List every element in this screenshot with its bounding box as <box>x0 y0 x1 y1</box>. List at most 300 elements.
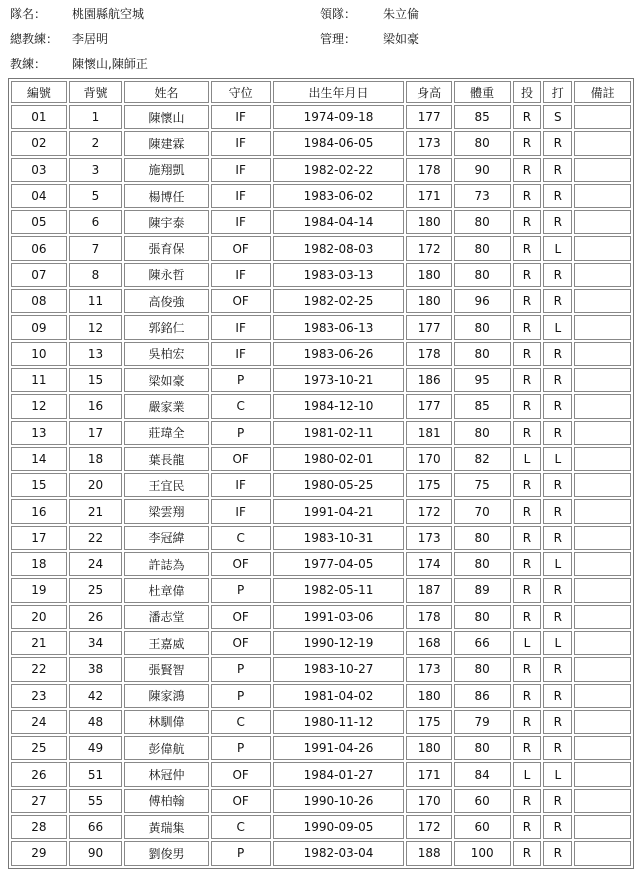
cell-height: 168 <box>406 631 451 655</box>
cell-weight: 82 <box>454 447 511 471</box>
manager-label: 管理： <box>320 32 357 46</box>
cell-height: 180 <box>406 263 451 287</box>
table-row <box>11 447 631 471</box>
cell-position: C <box>211 815 271 839</box>
cell-height: 178 <box>406 342 451 366</box>
cell-throws: R <box>513 684 542 708</box>
cell-height: 170 <box>406 447 451 471</box>
cell-weight: 86 <box>454 684 511 708</box>
cell-jersey: 25 <box>69 578 123 602</box>
cell-jersey: 34 <box>69 631 123 655</box>
cell-jersey: 38 <box>69 657 123 681</box>
cell-position: IF <box>211 342 271 366</box>
header-jersey: 背號 <box>69 81 123 103</box>
cell-throws: R <box>513 184 542 208</box>
cell-remarks <box>574 605 631 629</box>
cell-birthdate: 1977-04-05 <box>273 552 405 576</box>
cell-bats: R <box>543 263 572 287</box>
cell-remarks <box>574 736 631 760</box>
cell-bats: R <box>543 473 572 497</box>
cell-name: 林冠仲 <box>124 762 209 786</box>
cell-throws: R <box>513 499 542 523</box>
cell-birthdate: 1984-06-05 <box>273 131 405 155</box>
table-row <box>11 526 631 550</box>
cell-weight: 60 <box>454 789 511 813</box>
cell-remarks <box>574 394 631 418</box>
cell-position: C <box>211 526 271 550</box>
cell-bats: R <box>543 499 572 523</box>
cell-position: P <box>211 368 271 392</box>
coach-label: 教練： <box>10 57 47 71</box>
cell-position: P <box>211 841 271 865</box>
cell-position: IF <box>211 315 271 339</box>
info-row-3 <box>0 55 640 75</box>
cell-weight: 80 <box>454 605 511 629</box>
cell-throws: R <box>513 789 542 813</box>
cell-remarks <box>574 841 631 865</box>
cell-jersey: 5 <box>69 184 123 208</box>
table-row <box>11 421 631 445</box>
cell-birthdate: 1983-10-27 <box>273 657 405 681</box>
cell-jersey: 6 <box>69 210 123 234</box>
cell-throws: R <box>513 236 542 260</box>
cell-weight: 90 <box>454 158 511 182</box>
cell-name: 黃瑞集 <box>124 815 209 839</box>
cell-weight: 80 <box>454 736 511 760</box>
cell-throws: R <box>513 841 542 865</box>
team-label: 隊名： <box>10 7 47 21</box>
cell-bats: L <box>543 315 572 339</box>
table-row <box>11 841 631 865</box>
cell-number: 03 <box>11 158 67 182</box>
table-row <box>11 631 631 655</box>
cell-number: 08 <box>11 289 67 313</box>
cell-weight: 80 <box>454 236 511 260</box>
cell-birthdate: 1973-10-21 <box>273 368 405 392</box>
cell-position: P <box>211 736 271 760</box>
header-birthdate: 出生年月日 <box>273 81 405 103</box>
cell-remarks <box>574 552 631 576</box>
cell-position: OF <box>211 605 271 629</box>
header-weight: 體重 <box>454 81 511 103</box>
cell-bats: L <box>543 631 572 655</box>
cell-bats: R <box>543 657 572 681</box>
cell-remarks <box>574 789 631 813</box>
cell-throws: R <box>513 105 542 129</box>
cell-weight: 84 <box>454 762 511 786</box>
table-row <box>11 684 631 708</box>
cell-name: 施翔凱 <box>124 158 209 182</box>
cell-height: 177 <box>406 315 451 339</box>
cell-jersey: 12 <box>69 315 123 339</box>
cell-position: IF <box>211 184 271 208</box>
cell-number: 24 <box>11 710 67 734</box>
cell-remarks <box>574 447 631 471</box>
cell-jersey: 17 <box>69 421 123 445</box>
cell-position: IF <box>211 473 271 497</box>
cell-position: IF <box>211 131 271 155</box>
cell-position: OF <box>211 762 271 786</box>
cell-name: 嚴家業 <box>124 394 209 418</box>
table-body <box>11 105 631 866</box>
cell-jersey: 16 <box>69 394 123 418</box>
cell-remarks <box>574 315 631 339</box>
cell-number: 09 <box>11 315 67 339</box>
cell-birthdate: 1983-06-02 <box>273 184 405 208</box>
cell-remarks <box>574 368 631 392</box>
cell-number: 14 <box>11 447 67 471</box>
team-info <box>0 0 640 78</box>
table-row <box>11 789 631 813</box>
cell-remarks <box>574 131 631 155</box>
coach-names: 陳懷山,陳師正 <box>72 57 148 71</box>
cell-position: OF <box>211 552 271 576</box>
cell-position: OF <box>211 236 271 260</box>
cell-throws: L <box>513 631 542 655</box>
cell-remarks <box>574 657 631 681</box>
cell-weight: 100 <box>454 841 511 865</box>
cell-birthdate: 1982-02-25 <box>273 289 405 313</box>
cell-number: 21 <box>11 631 67 655</box>
cell-height: 173 <box>406 131 451 155</box>
cell-jersey: 66 <box>69 815 123 839</box>
cell-bats: R <box>543 394 572 418</box>
cell-throws: R <box>513 342 542 366</box>
cell-birthdate: 1991-04-21 <box>273 499 405 523</box>
cell-remarks <box>574 236 631 260</box>
cell-remarks <box>574 210 631 234</box>
cell-bats: R <box>543 526 572 550</box>
head-coach-label: 總教練： <box>10 32 59 46</box>
cell-height: 181 <box>406 421 451 445</box>
cell-height: 180 <box>406 684 451 708</box>
cell-name: 楊博任 <box>124 184 209 208</box>
cell-bats: S <box>543 105 572 129</box>
cell-height: 172 <box>406 815 451 839</box>
cell-jersey: 49 <box>69 736 123 760</box>
cell-number: 02 <box>11 131 67 155</box>
cell-remarks <box>574 289 631 313</box>
cell-name: 李冠緯 <box>124 526 209 550</box>
cell-birthdate: 1983-03-13 <box>273 263 405 287</box>
cell-birthdate: 1982-02-22 <box>273 158 405 182</box>
cell-position: OF <box>211 289 271 313</box>
cell-birthdate: 1984-01-27 <box>273 762 405 786</box>
cell-number: 17 <box>11 526 67 550</box>
cell-height: 178 <box>406 605 451 629</box>
cell-bats: L <box>543 447 572 471</box>
cell-height: 180 <box>406 289 451 313</box>
cell-position: OF <box>211 789 271 813</box>
cell-remarks <box>574 762 631 786</box>
cell-weight: 80 <box>454 657 511 681</box>
cell-jersey: 26 <box>69 605 123 629</box>
leader-label: 領隊： <box>320 7 357 21</box>
cell-height: 177 <box>406 105 451 129</box>
cell-height: 171 <box>406 762 451 786</box>
header-height: 身高 <box>406 81 451 103</box>
cell-number: 11 <box>11 368 67 392</box>
cell-throws: R <box>513 421 542 445</box>
table-row <box>11 762 631 786</box>
leader-name: 朱立倫 <box>383 7 420 21</box>
table-header-row <box>11 81 631 103</box>
cell-number: 19 <box>11 578 67 602</box>
cell-name: 王嘉威 <box>124 631 209 655</box>
cell-name: 林馴偉 <box>124 710 209 734</box>
cell-weight: 66 <box>454 631 511 655</box>
cell-birthdate: 1983-10-31 <box>273 526 405 550</box>
cell-jersey: 48 <box>69 710 123 734</box>
cell-weight: 85 <box>454 394 511 418</box>
cell-remarks <box>574 815 631 839</box>
cell-number: 26 <box>11 762 67 786</box>
cell-birthdate: 1991-03-06 <box>273 605 405 629</box>
cell-height: 174 <box>406 552 451 576</box>
cell-jersey: 90 <box>69 841 123 865</box>
cell-height: 180 <box>406 210 451 234</box>
table-row <box>11 368 631 392</box>
cell-throws: R <box>513 526 542 550</box>
cell-position: IF <box>211 263 271 287</box>
cell-bats: R <box>543 184 572 208</box>
cell-birthdate: 1982-08-03 <box>273 236 405 260</box>
cell-throws: R <box>513 289 542 313</box>
cell-throws: R <box>513 736 542 760</box>
table-row <box>11 236 631 260</box>
cell-number: 10 <box>11 342 67 366</box>
cell-name: 莊瑋全 <box>124 421 209 445</box>
cell-position: C <box>211 394 271 418</box>
cell-name: 吳柏宏 <box>124 342 209 366</box>
cell-name: 陳懷山 <box>124 105 209 129</box>
table-row <box>11 210 631 234</box>
cell-jersey: 42 <box>69 684 123 708</box>
cell-number: 25 <box>11 736 67 760</box>
table-row <box>11 499 631 523</box>
table-row <box>11 552 631 576</box>
cell-name: 張育保 <box>124 236 209 260</box>
table-row <box>11 289 631 313</box>
head-coach-name: 李居明 <box>72 32 109 46</box>
cell-number: 29 <box>11 841 67 865</box>
cell-throws: R <box>513 552 542 576</box>
cell-jersey: 1 <box>69 105 123 129</box>
table-row <box>11 815 631 839</box>
cell-jersey: 2 <box>69 131 123 155</box>
cell-weight: 80 <box>454 421 511 445</box>
cell-jersey: 11 <box>69 289 123 313</box>
cell-height: 172 <box>406 236 451 260</box>
cell-birthdate: 1984-04-14 <box>273 210 405 234</box>
cell-weight: 85 <box>454 105 511 129</box>
cell-name: 陳永哲 <box>124 263 209 287</box>
cell-height: 170 <box>406 789 451 813</box>
header-position: 守位 <box>211 81 271 103</box>
cell-weight: 95 <box>454 368 511 392</box>
cell-height: 180 <box>406 736 451 760</box>
cell-number: 28 <box>11 815 67 839</box>
cell-birthdate: 1981-02-11 <box>273 421 405 445</box>
table-row <box>11 578 631 602</box>
cell-number: 23 <box>11 684 67 708</box>
cell-bats: L <box>543 236 572 260</box>
cell-name: 劉俊男 <box>124 841 209 865</box>
cell-bats: R <box>543 289 572 313</box>
cell-name: 陳家鴻 <box>124 684 209 708</box>
cell-number: 18 <box>11 552 67 576</box>
header-remarks: 備註 <box>574 81 631 103</box>
table-row <box>11 736 631 760</box>
cell-birthdate: 1974-09-18 <box>273 105 405 129</box>
cell-weight: 60 <box>454 815 511 839</box>
cell-name: 梁如豪 <box>124 368 209 392</box>
cell-position: IF <box>211 158 271 182</box>
info-row-1 <box>0 5 640 25</box>
cell-weight: 79 <box>454 710 511 734</box>
cell-bats: R <box>543 158 572 182</box>
cell-height: 175 <box>406 710 451 734</box>
cell-bats: R <box>543 342 572 366</box>
table-row <box>11 184 631 208</box>
cell-throws: R <box>513 578 542 602</box>
cell-position: P <box>211 421 271 445</box>
table-row <box>11 710 631 734</box>
cell-birthdate: 1984-12-10 <box>273 394 405 418</box>
cell-bats: R <box>543 605 572 629</box>
cell-birthdate: 1990-09-05 <box>273 815 405 839</box>
cell-weight: 73 <box>454 184 511 208</box>
cell-remarks <box>574 631 631 655</box>
cell-throws: R <box>513 710 542 734</box>
cell-birthdate: 1982-03-04 <box>273 841 405 865</box>
cell-name: 王宜民 <box>124 473 209 497</box>
cell-bats: R <box>543 368 572 392</box>
cell-number: 15 <box>11 473 67 497</box>
cell-throws: R <box>513 605 542 629</box>
cell-number: 06 <box>11 236 67 260</box>
cell-bats: R <box>543 841 572 865</box>
cell-remarks <box>574 499 631 523</box>
cell-remarks <box>574 184 631 208</box>
cell-number: 12 <box>11 394 67 418</box>
cell-throws: L <box>513 762 542 786</box>
header-number: 編號 <box>11 81 67 103</box>
cell-position: IF <box>211 210 271 234</box>
cell-number: 13 <box>11 421 67 445</box>
cell-weight: 80 <box>454 526 511 550</box>
cell-position: IF <box>211 105 271 129</box>
cell-birthdate: 1982-05-11 <box>273 578 405 602</box>
table-row <box>11 605 631 629</box>
cell-position: IF <box>211 499 271 523</box>
roster-table-container <box>8 78 634 869</box>
cell-height: 186 <box>406 368 451 392</box>
cell-bats: R <box>543 578 572 602</box>
cell-throws: R <box>513 263 542 287</box>
cell-remarks <box>574 526 631 550</box>
roster-table <box>8 78 634 869</box>
table-row <box>11 105 631 129</box>
manager-name: 梁如豪 <box>383 32 420 46</box>
cell-height: 175 <box>406 473 451 497</box>
cell-number: 20 <box>11 605 67 629</box>
cell-throws: R <box>513 473 542 497</box>
cell-remarks <box>574 263 631 287</box>
cell-name: 潘志堂 <box>124 605 209 629</box>
cell-bats: R <box>543 421 572 445</box>
cell-number: 16 <box>11 499 67 523</box>
cell-birthdate: 1980-05-25 <box>273 473 405 497</box>
cell-birthdate: 1981-04-02 <box>273 684 405 708</box>
cell-weight: 96 <box>454 289 511 313</box>
header-throws: 投 <box>513 81 542 103</box>
cell-name: 郭銘仁 <box>124 315 209 339</box>
cell-jersey: 8 <box>69 263 123 287</box>
cell-birthdate: 1980-02-01 <box>273 447 405 471</box>
table-row <box>11 342 631 366</box>
cell-throws: R <box>513 210 542 234</box>
cell-throws: R <box>513 368 542 392</box>
cell-name: 杜章偉 <box>124 578 209 602</box>
cell-remarks <box>574 710 631 734</box>
cell-weight: 80 <box>454 131 511 155</box>
cell-weight: 75 <box>454 473 511 497</box>
cell-remarks <box>574 342 631 366</box>
cell-position: P <box>211 657 271 681</box>
cell-name: 傅柏翰 <box>124 789 209 813</box>
cell-jersey: 51 <box>69 762 123 786</box>
cell-bats: R <box>543 131 572 155</box>
cell-weight: 70 <box>454 499 511 523</box>
cell-position: C <box>211 710 271 734</box>
cell-birthdate: 1991-04-26 <box>273 736 405 760</box>
info-row-2 <box>0 30 640 50</box>
cell-number: 04 <box>11 184 67 208</box>
cell-height: 187 <box>406 578 451 602</box>
cell-bats: R <box>543 736 572 760</box>
cell-birthdate: 1990-12-19 <box>273 631 405 655</box>
cell-throws: L <box>513 447 542 471</box>
cell-name: 葉長龍 <box>124 447 209 471</box>
cell-birthdate: 1983-06-26 <box>273 342 405 366</box>
cell-weight: 80 <box>454 342 511 366</box>
cell-height: 173 <box>406 526 451 550</box>
cell-throws: R <box>513 158 542 182</box>
cell-bats: R <box>543 684 572 708</box>
cell-jersey: 15 <box>69 368 123 392</box>
cell-weight: 89 <box>454 578 511 602</box>
cell-number: 05 <box>11 210 67 234</box>
cell-jersey: 22 <box>69 526 123 550</box>
cell-remarks <box>574 473 631 497</box>
cell-jersey: 13 <box>69 342 123 366</box>
cell-throws: R <box>513 131 542 155</box>
cell-jersey: 20 <box>69 473 123 497</box>
cell-bats: L <box>543 762 572 786</box>
cell-height: 177 <box>406 394 451 418</box>
cell-jersey: 24 <box>69 552 123 576</box>
table-row <box>11 657 631 681</box>
cell-throws: R <box>513 657 542 681</box>
cell-name: 彭偉航 <box>124 736 209 760</box>
table-row <box>11 131 631 155</box>
cell-height: 173 <box>406 657 451 681</box>
cell-weight: 80 <box>454 315 511 339</box>
table-row <box>11 315 631 339</box>
cell-throws: R <box>513 394 542 418</box>
cell-birthdate: 1990-10-26 <box>273 789 405 813</box>
